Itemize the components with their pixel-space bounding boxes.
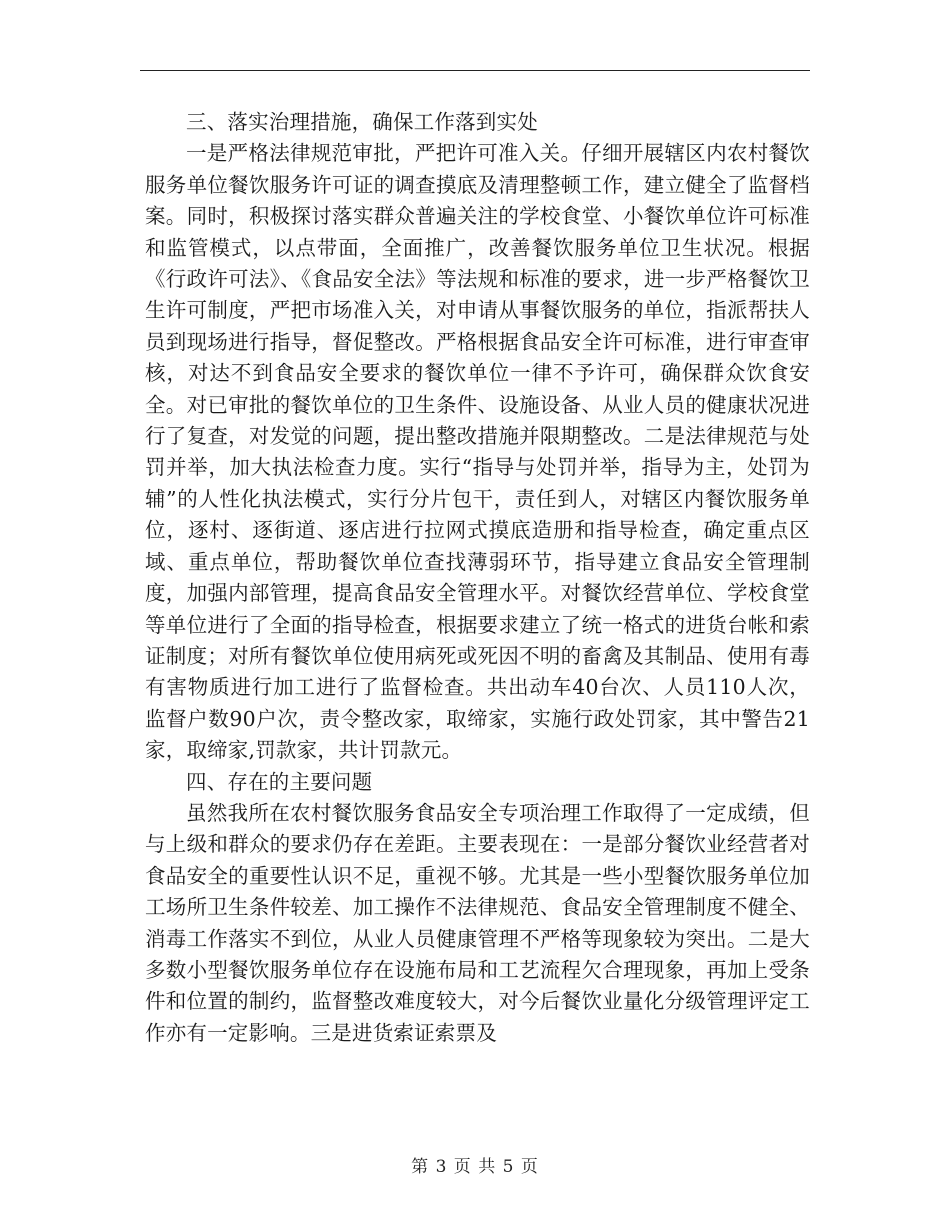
section-heading-4: 四、存在的主要问题: [186, 769, 373, 794]
section-heading-3: 三、落实治理措施，确保工作落到实处: [186, 110, 538, 134]
body-paragraph: 虽然我所在农村餐饮服务食品安全专项治理工作取得了一定成绩，但与上级和群众的要求仍存在差距。主要表现在：一是部分餐饮业经营者对食品安全的重要性认识不足，重视不够。尤其是一些小型餐饮服务单位加工场所卫生条件较差、加工操作不法律规范、食品安全管理制度不健全、消毒工作落实不到位，从业人员健康管理不严格等现象较为突出。二是大多数小型餐饮服务单位存在设施布局和工艺流程欠合理现象，再加上受条件和位置的制约，监督整改难度较大，对今后餐饮业量化分级管理评定工作亦有一定影响。三是进货索证索票及: [145, 800, 810, 1045]
header-rule: [140, 70, 810, 71]
body-paragraph: 一是严格法律规范审批，严把许可准入关。仔细开展辖区内农村餐饮服务单位餐饮服务许可证的调查摸底及清理整顿工作，建立健全了监督档案。同时，积极探讨落实群众普遍关注的学校食堂、小餐饮单位许可标准和监管模式，以点带面，全面推广，改善餐饮服务单位卫生状况。根据《行政许可法》、《食品安全法》等法规和标准的要求，进一步严格餐饮卫生许可制度，严把市场准入关，对申请从事餐饮服务的单位，指派帮扶人员到现场进行指导，督促整改。严格根据食品安全许可标准，进行审查审核，对达不到食品安全要求的餐饮单位一律不予许可，确保群众饮食安全。对已审批的餐饮单位的卫生条件、设施设备、从业人员的健康状况进行了复查，对发觉的问题，提出整改措施并限期整改。二是法律规范与处罚并举，加大执法检查力度。实行“指导与处罚并举，指导为主，处罚为辅”的人性化执法模式，实行分片包干，责任到人，对辖区内餐饮服务单位，逐村、逐街道、逐店进行拉网式摸底造册和指导检查，确定重点区域、重点单位，帮助餐饮单位查找薄弱环节，指导建立食品安全管理制度，加强内部管理，提高食品安全管理水平。对餐饮经营单位、学校食堂等单位进行了全面的指导检查，根据要求建立了统一格式的进货台帐和索证制度；对所有餐饮单位使用病死或死因不明的畜禽及其制品、使用有毒有害物质进行加工进行了监督检查。共出动车40台次、人员110人次，监督户数90户次，责令整改家，取缔家，实施行政处罚家，其中警告21家，取缔家,罚款家，共计罚款元。: [145, 141, 810, 763]
page-number-footer: 第 3 页 共 5 页: [411, 1157, 539, 1177]
document-body: [145, 107, 810, 1049]
